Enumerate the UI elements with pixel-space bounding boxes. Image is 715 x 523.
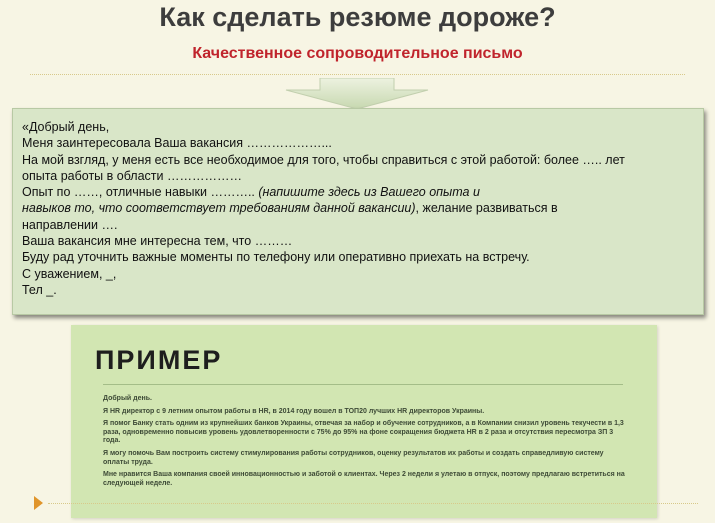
- letter-signoff: С уважением, _,: [22, 266, 117, 281]
- example-divider: [103, 384, 623, 385]
- letter-line: направлении ….: [22, 217, 118, 232]
- bottom-divider: [48, 503, 698, 504]
- example-letter-card: [71, 325, 657, 518]
- example-paragraph: Я могу помочь Вам построить систему стимулирования работы сотрудников, оценку результатов их работы и создать справедливую систему оплаты труда.: [103, 449, 604, 466]
- letter-line: Ваша вакансия мне интересна тем, что ………: [22, 234, 293, 249]
- letter-line: [22, 200, 697, 216]
- letter-text: , желание развиваться в: [415, 201, 558, 216]
- letter-line: опыта работы в области ………………: [22, 168, 242, 183]
- letter-line: [22, 184, 697, 200]
- example-paragraph: Добрый день.: [103, 395, 152, 402]
- play-icon[interactable]: [34, 496, 43, 510]
- slide-title: Как сделать резюме дороже?: [159, 2, 556, 32]
- down-arrow-icon: [282, 78, 432, 110]
- letter-hint: навыков то, что соответствует требованиям данной вакансии): [22, 201, 416, 216]
- letter-hint: (напишите здесь из Вашего опыта и: [258, 185, 480, 200]
- letter-line: На мой взгляд, у меня есть все необходимое для того, чтобы справиться с этой работой: более ….. лет: [22, 152, 625, 167]
- letter-phone: Тел _.: [22, 282, 57, 297]
- cover-letter-template: [12, 108, 704, 315]
- example-paragraph: Я помог Банку стать одним из крупнейших банков Украины, отвечая за набор и обучение сотрудников, а в Компании снизил уровень текучести в 1,3 раза, одновременно повысив уровень удовлетворенности с 75% до 95% на фоне сокращения бюджета HR в 2 раза и отсутствия пересмотра ЗП 3 года.: [103, 420, 624, 445]
- letter-greeting: «Добрый день,: [22, 120, 110, 134]
- example-heading: ПРИМЕР: [95, 345, 223, 375]
- letter-text: Опыт по ……, отличные навыки ………..: [22, 185, 259, 200]
- example-letter-text: [95, 395, 627, 488]
- letter-line: Буду рад уточнить важные моменты по телефону или оперативно приехать на встречу.: [22, 250, 530, 265]
- example-paragraph: Мне нравится Ваша компания своей инновационностью и заботой о клиентах. Через 2 недели я улетаю в отпуск, поэтому предлагаю встретиться на следующей неделе.: [103, 471, 625, 487]
- slide-subtitle: Качественное сопроводительное письмо: [192, 45, 523, 62]
- letter-line: Меня заинтересовала Ваша вакансия ………………...: [22, 136, 332, 151]
- example-paragraph: Я HR директор с 9 летним опытом работы в HR, в 2014 году вошел в ТОП20 лучших HR директоров Украины.: [103, 407, 485, 415]
- top-divider: [30, 74, 685, 75]
